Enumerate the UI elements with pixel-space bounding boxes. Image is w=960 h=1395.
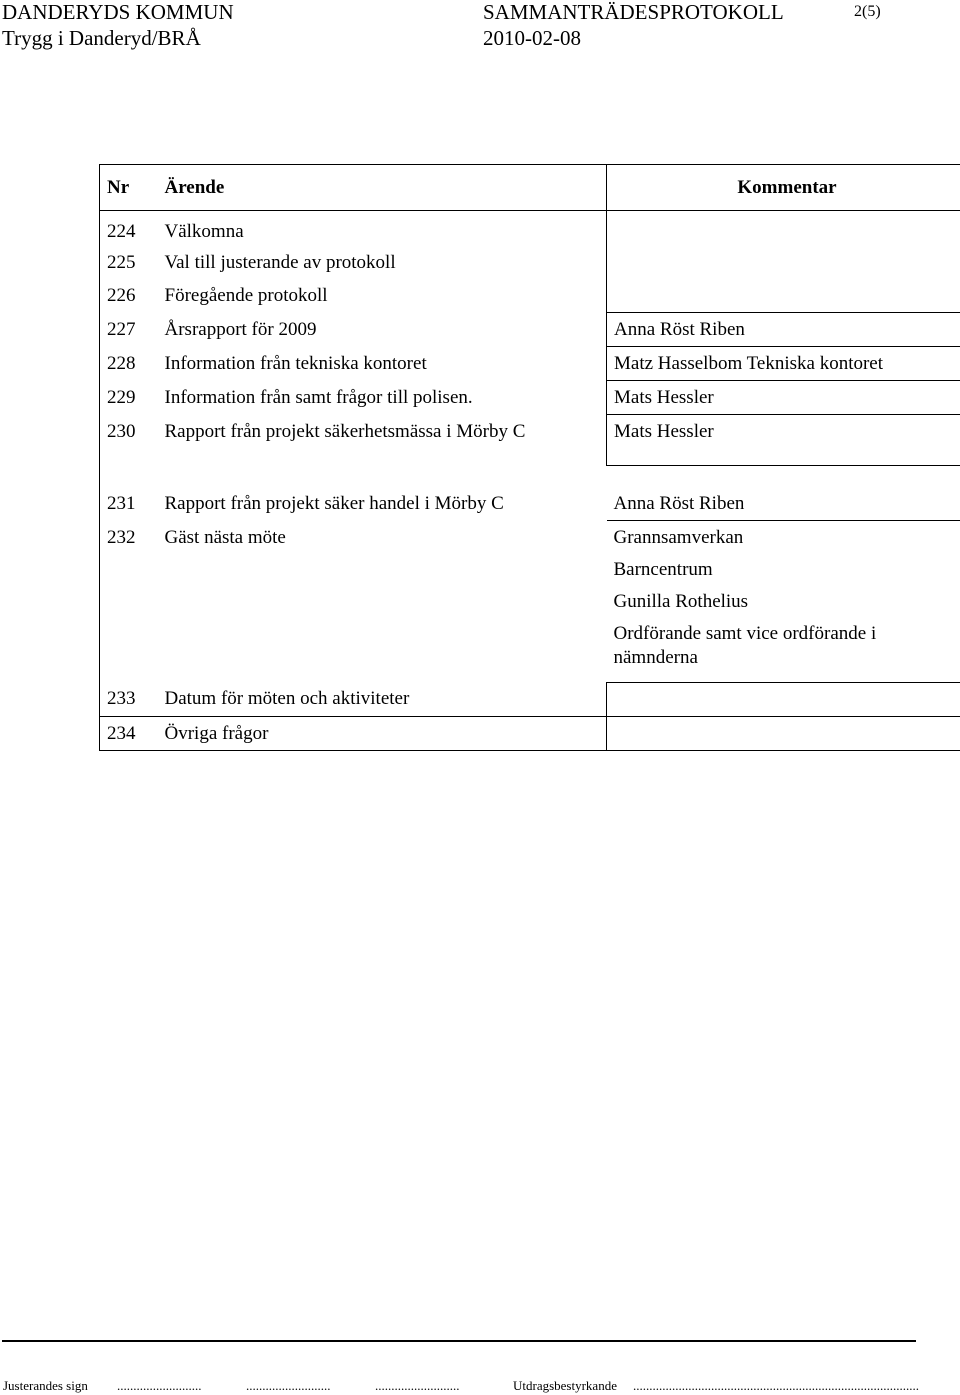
meeting-date: 2010-02-08 [483, 26, 581, 50]
header-nr: Nr [100, 165, 158, 211]
row-nr: 227 [100, 313, 158, 347]
footer-sign-label: Justerandes sign [3, 1378, 88, 1393]
footer-sign-dots-3: .......................... [375, 1378, 460, 1393]
kommentar-line: Grannsamverkan [613, 527, 744, 548]
row-arende: Information från tekniska kontoret [164, 352, 427, 374]
row-arende: Datum för möten och aktiviteter [164, 688, 410, 710]
row-arende: Föregående protokoll [164, 284, 328, 306]
row-kommentar: Mats Hessler [607, 381, 960, 415]
table-row [100, 717, 960, 751]
table-row [100, 683, 960, 717]
row-arende: Gäst nästa möte [164, 526, 286, 548]
row-kommentar [607, 521, 960, 683]
row-nr: 231 [100, 487, 158, 521]
footer-sign-dots-2: .......................... [246, 1378, 331, 1393]
table-row [100, 487, 960, 521]
row-nr: 233 [100, 683, 158, 717]
table-header-row [100, 165, 960, 211]
table-row [100, 211, 960, 247]
table-row [100, 415, 960, 466]
table-row [100, 521, 960, 683]
row-arende: Rapport från projekt säkerhetsmässa i Mörby C [164, 420, 526, 442]
row-nr: 226 [100, 279, 158, 313]
row-kommentar [607, 279, 960, 313]
row-kommentar: Mats Hessler [607, 415, 960, 466]
row-arende: Val till justerande av protokoll [164, 251, 396, 273]
table-row [100, 347, 960, 381]
row-arende: Välkomna [164, 221, 244, 242]
row-kommentar: Anna Röst Riben [607, 487, 960, 521]
doc-type: SAMMANTRÄDESPROTOKOLL [483, 0, 784, 24]
kommentar-line: Ordförande samt vice ordförande i nämnderna [613, 623, 877, 668]
row-nr: 234 [100, 717, 158, 751]
row-nr: 229 [100, 381, 158, 415]
row-kommentar [607, 717, 960, 751]
table-row [100, 313, 960, 347]
table-row [100, 246, 960, 279]
row-arende: Övriga frågor [158, 717, 607, 751]
row-kommentar [607, 211, 960, 247]
table-row [100, 381, 960, 415]
footer-extract-label: Utdragsbestyrkande [513, 1378, 617, 1393]
org-name: DANDERYDS KOMMUN [2, 0, 234, 24]
header-kommentar: Kommentar [607, 165, 960, 211]
row-arende: Rapport från projekt säker handel i Mörby C [164, 492, 504, 514]
row-nr: 224 [100, 211, 158, 247]
row-kommentar [607, 246, 960, 279]
row-nr: 232 [100, 521, 158, 683]
row-nr: 228 [100, 347, 158, 381]
kommentar-line: Gunilla Rothelius [613, 591, 749, 612]
page-number: 2(5) [854, 3, 881, 20]
table-row [100, 279, 960, 313]
row-kommentar: Anna Röst Riben [607, 313, 960, 347]
agenda-table [99, 164, 960, 751]
header-arende: Ärende [158, 165, 607, 211]
row-arende: Information från samt frågor till polisen. [164, 386, 473, 408]
footer-sign-dots-1: .......................... [117, 1378, 202, 1393]
row-kommentar: Matz Hasselbom Tekniska kontoret [607, 347, 960, 381]
table-spacer-row [100, 466, 960, 488]
footer-extract-dots: ........................................................................................ [633, 1378, 919, 1393]
unit-name: Trygg i Danderyd/BRÅ [2, 26, 201, 50]
row-kommentar [607, 683, 960, 717]
kommentar-line: Barncentrum [613, 559, 713, 580]
row-nr: 230 [100, 415, 158, 466]
row-nr: 225 [100, 246, 158, 279]
row-arende: Årsrapport för 2009 [164, 318, 317, 340]
footer-divider [2, 1340, 916, 1342]
